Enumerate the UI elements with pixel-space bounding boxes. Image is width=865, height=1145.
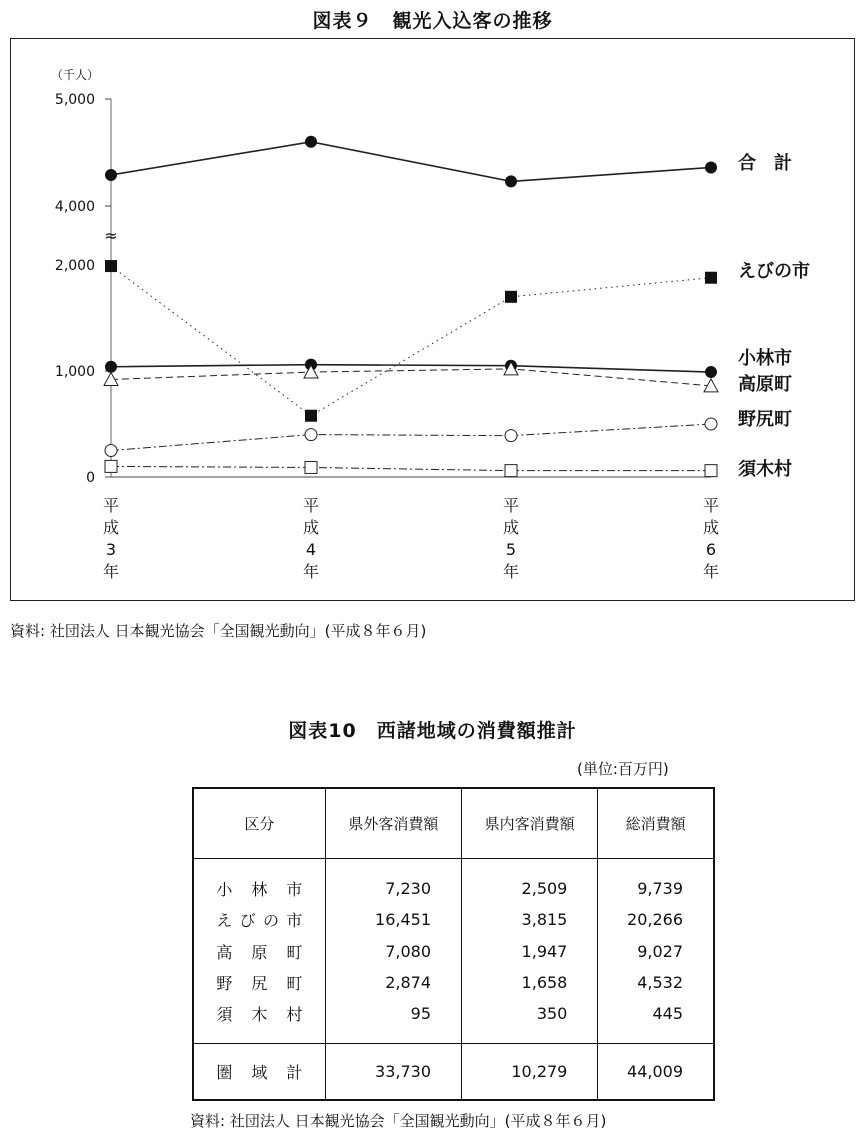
series-line: [111, 266, 711, 416]
cell-value: 2,874: [325, 967, 461, 998]
series-label: 小林市: [738, 348, 792, 369]
y-tick-label: 2,000: [54, 258, 95, 274]
x-tick-label: 年: [302, 562, 320, 581]
axis-break-mark: ≈: [104, 226, 118, 245]
data-point: [505, 175, 517, 187]
series-line: [111, 466, 711, 470]
row-label: えびの市: [216, 911, 303, 931]
series-label: 須木村: [738, 459, 792, 480]
data-point: [505, 430, 517, 442]
cell-value: 3,815: [462, 904, 598, 935]
row-label: 野尻町: [216, 973, 303, 993]
data-point: [105, 445, 117, 457]
x-tick-label: 平: [102, 496, 120, 515]
y-tick-label: 4,000: [54, 199, 95, 215]
cell-value: 350: [462, 998, 598, 1044]
row-label: 須木村: [216, 1005, 303, 1025]
cell-value: 95: [325, 998, 461, 1044]
row-label: 小林市: [216, 879, 303, 899]
cell-value: 445: [598, 998, 713, 1044]
cell-value: 1,658: [462, 967, 598, 998]
cell-value: 1,947: [462, 935, 598, 966]
table-row: [194, 967, 713, 998]
x-tick-label: 成: [302, 518, 320, 537]
total-label: 圏域計: [216, 1063, 303, 1083]
total-value: 33,730: [325, 1044, 461, 1099]
y-tick-label: 0: [86, 470, 95, 486]
data-point: [305, 429, 317, 441]
x-tick-label: 平: [302, 496, 320, 515]
data-point: [505, 465, 517, 477]
y-axis-unit: （千人）: [51, 68, 100, 82]
data-point: [705, 465, 717, 477]
header-inside-pref: 県内客消費額: [462, 789, 598, 858]
cell-value: 20,266: [598, 904, 713, 935]
table-unit: (単位:百万円): [577, 760, 669, 778]
data-point: [705, 161, 717, 173]
x-tick-label: 3: [105, 540, 117, 559]
data-point: [305, 461, 317, 473]
table-total-row: [194, 1044, 713, 1099]
cell-value: 4,532: [598, 967, 713, 998]
header-category: 区分: [194, 789, 325, 858]
table-row: [194, 904, 713, 935]
y-tick-label: 1,000: [54, 364, 95, 380]
figure10-title: 図表10 西諸地域の消費額推計: [288, 720, 577, 742]
x-tick-label: 成: [102, 518, 120, 537]
consumption-table: [192, 787, 715, 1101]
data-point: [705, 366, 717, 378]
cell-value: 2,509: [462, 858, 598, 904]
series-line: [111, 424, 711, 451]
header-outside-pref: 県外客消費額: [325, 789, 461, 858]
cell-value: 9,027: [598, 935, 713, 966]
cell-value: 9,739: [598, 858, 713, 904]
x-tick-label: 成: [702, 518, 720, 537]
line-chart: [11, 39, 856, 602]
total-value: 10,279: [462, 1044, 598, 1099]
series-line: [111, 142, 711, 182]
x-tick-label: 5: [505, 540, 517, 559]
table-row: [194, 935, 713, 966]
chart-frame: [10, 38, 855, 601]
series-line: [111, 369, 711, 386]
cell-value: 16,451: [325, 904, 461, 935]
data-point: [705, 272, 717, 284]
cell-value: 7,080: [325, 935, 461, 966]
data-point: [105, 361, 117, 373]
data-point: [705, 418, 717, 430]
x-tick-label: 平: [702, 496, 720, 515]
table-row: [194, 858, 713, 904]
total-value: 44,009: [598, 1044, 713, 1099]
series-label: 合 計: [738, 153, 792, 174]
x-tick-label: 成: [502, 518, 520, 537]
x-tick-label: 年: [702, 562, 720, 581]
data-point: [305, 410, 317, 422]
y-tick-label: 5,000: [54, 92, 95, 108]
x-tick-label: 年: [102, 562, 120, 581]
x-tick-label: 6: [705, 540, 717, 559]
table-header-row: [194, 789, 713, 858]
data-point: [105, 260, 117, 272]
figure9-source: 資料: 社団法人 日本観光協会「全国観光動向」(平成８年６月): [10, 622, 427, 640]
series-label: 高原町: [738, 374, 792, 395]
series-label: えびの市: [738, 261, 810, 282]
table-row: [194, 998, 713, 1044]
x-tick-label: 4: [305, 540, 317, 559]
data-point: [105, 460, 117, 472]
cell-value: 7,230: [325, 858, 461, 904]
header-total: 総消費額: [598, 789, 713, 858]
x-tick-label: 年: [502, 562, 520, 581]
data-point: [105, 169, 117, 181]
consumption-table-grid: [194, 789, 713, 1099]
data-point: [305, 136, 317, 148]
x-tick-label: 平: [502, 496, 520, 515]
data-point: [505, 291, 517, 303]
figure10-source: 資料: 社団法人 日本観光協会「全国観光動向」(平成８年６月): [190, 1112, 607, 1130]
row-label: 高原町: [216, 942, 303, 962]
series-label: 野尻町: [738, 409, 792, 430]
figure9-title: 図表９ 観光入込客の推移: [312, 10, 553, 32]
